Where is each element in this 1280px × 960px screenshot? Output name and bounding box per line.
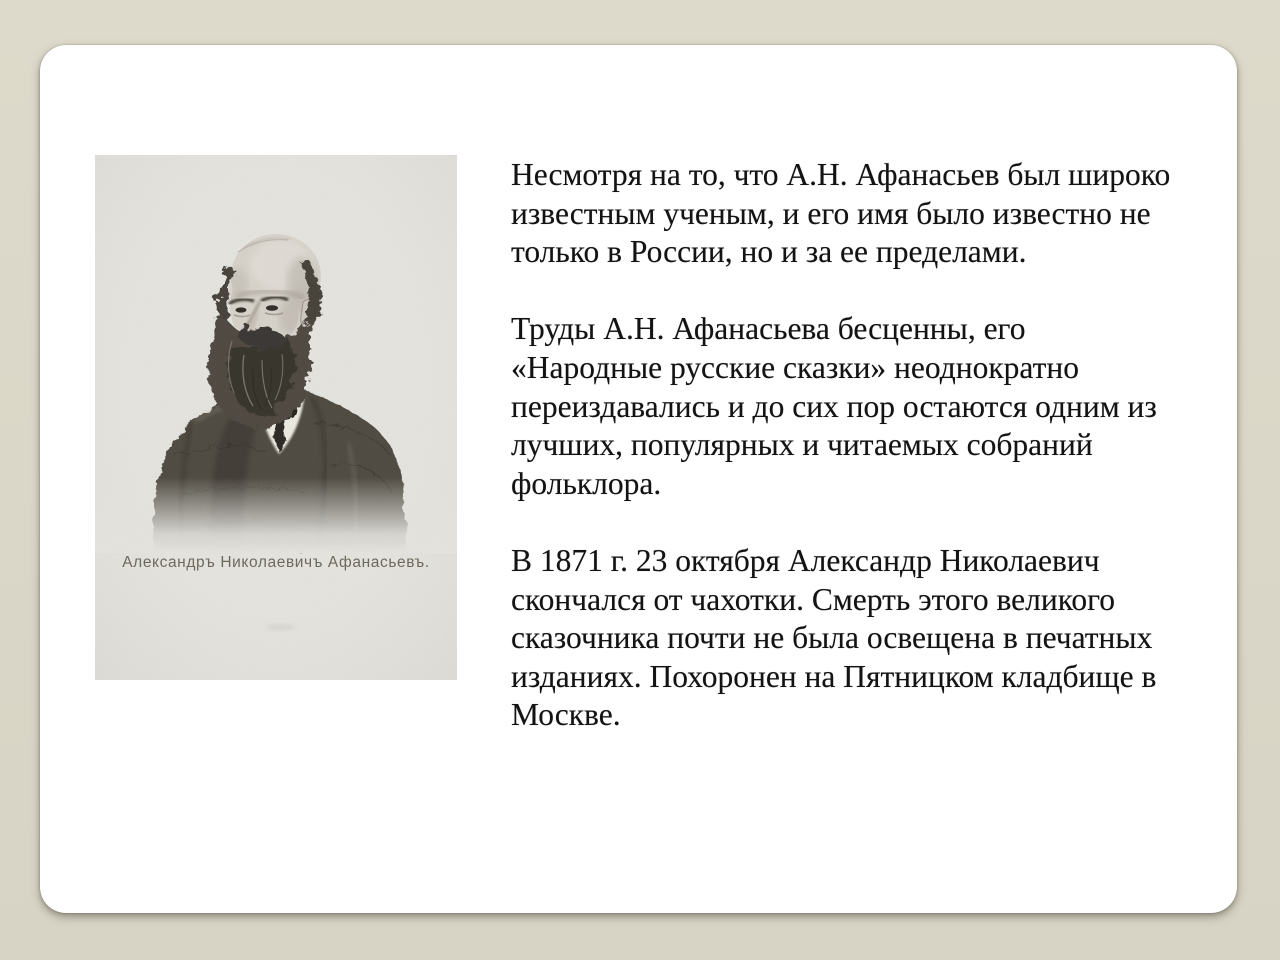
paragraph-1: [511, 156, 1251, 272]
text-line: скончался от чахотки. Смерть этого великого: [511, 581, 1116, 617]
text-line: Несмотря на то, что А.Н. Афанасьев был широко: [511, 157, 1171, 192]
text-line: переиздавались и до сих пор остаются одним из: [511, 388, 1157, 424]
text-line: известным ученым, и его имя было известно не: [511, 195, 1151, 231]
text-line: только в России, но и за ее пределами.: [511, 234, 1027, 270]
paragraph-3: [511, 542, 1251, 735]
text-line: фольклора.: [511, 465, 662, 501]
afanasyev-portrait-image: [95, 155, 457, 680]
text-line: изданиях. Похоронен на Пятницком кладбище в: [511, 658, 1157, 694]
portrait-figure: [95, 155, 457, 680]
slide-body-text: [511, 156, 1251, 774]
portrait-caption: Александръ Николаевичъ Афанасьевъ.: [122, 554, 430, 571]
text-line: лучших, популярных и читаемых собраний: [511, 427, 1093, 463]
text-line: «Народные русские сказки» неоднократно: [511, 349, 1079, 385]
text-line: Москве.: [511, 697, 621, 733]
text-line: сказочника почти не была освещена в печатных: [511, 620, 1153, 656]
slide-card: [40, 45, 1237, 913]
paragraph-2: [511, 310, 1251, 503]
text-line: В 1871 г. 23 октября Александр Николаевич: [511, 542, 1100, 578]
text-line: Труды А.Н. Афанасьева бесценны, его: [511, 311, 1026, 347]
